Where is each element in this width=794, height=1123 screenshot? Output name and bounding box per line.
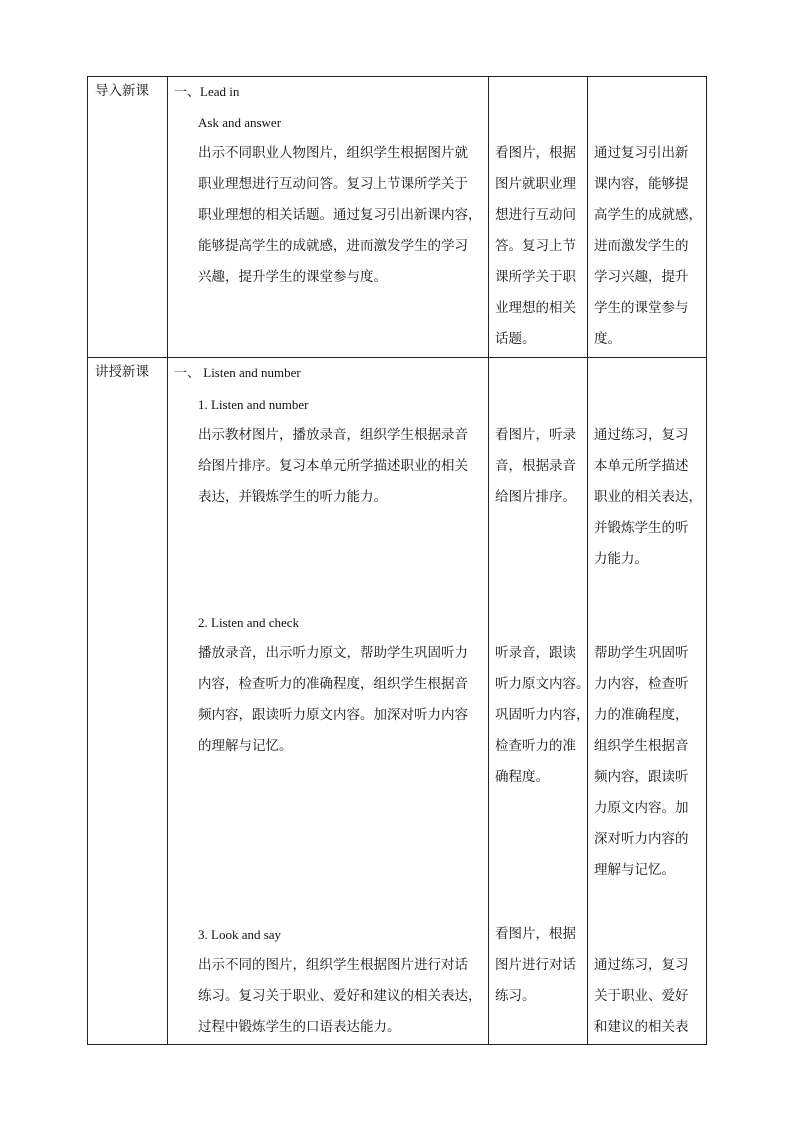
student-activity-line: 话题。: [495, 331, 536, 347]
design-purpose-line: 力的准确程度，: [594, 707, 689, 723]
design-purpose-line: 学生的课堂参与: [594, 300, 689, 316]
student-activity-line: 答。复习上节: [495, 238, 576, 254]
design-purpose-line: 通过练习，复习: [594, 957, 689, 973]
design-purpose-line: 职业的相关表达，: [594, 489, 702, 505]
teacher-activity-line: 内容，检查听力的准确程度，组织学生根据音: [198, 676, 468, 692]
step-heading: 一、 Listen and number: [174, 365, 301, 380]
design-purpose-line: 通过复习引出新: [594, 145, 689, 161]
activity-title: Ask and answer: [198, 115, 282, 130]
design-purpose-line: 和建议的相关表: [594, 1019, 689, 1035]
design-purpose-line: 理解与记忆。: [594, 862, 675, 878]
student-activity-line: 想进行互动问: [495, 207, 576, 223]
design-purpose-line: 高学生的成就感，: [594, 207, 702, 223]
step-heading: 一、Lead in: [174, 84, 240, 99]
table-right-border: [706, 76, 707, 1045]
student-activity-line: 看图片，听录: [495, 427, 576, 443]
stage-label: 导入新课: [95, 83, 149, 99]
teacher-activity-line: 频内容，跟读听力原文内容。加深对听力内容: [198, 707, 468, 723]
teacher-activity-line: 的理解与记忆。: [198, 738, 293, 754]
design-purpose-line: 关于职业、爱好: [594, 988, 689, 1004]
design-purpose-line: 力能力。: [594, 551, 648, 567]
design-purpose-line: 课内容，能够提: [594, 176, 689, 192]
student-activity-line: 听录音，跟读: [495, 645, 576, 661]
teacher-activity-line: 表达，并锻炼学生的听力能力。: [198, 489, 387, 505]
teacher-activity-line: 出示不同职业人物图片，组织学生根据图片就: [198, 145, 468, 161]
activity-title: 1. Listen and number: [198, 397, 309, 412]
column-divider: [488, 76, 489, 1045]
teacher-activity-line: 练习。复习关于职业、爱好和建议的相关表达，: [198, 988, 482, 1004]
design-purpose-line: 力原文内容。加: [594, 800, 689, 816]
activity-title: 3. Look and say: [198, 927, 282, 942]
student-activity-line: 图片进行对话: [495, 957, 576, 973]
design-purpose-line: 通过练习，复习: [594, 427, 689, 443]
design-purpose-line: 频内容，跟读听: [594, 769, 689, 785]
student-activity-line: 课所学关于职: [495, 269, 576, 285]
design-purpose-line: 组织学生根据音: [594, 738, 689, 754]
teacher-activity-line: 出示不同的图片，组织学生根据图片进行对话: [198, 957, 468, 973]
stage-label: 讲授新课: [95, 364, 149, 380]
student-activity-line: 确程度。: [495, 769, 549, 785]
design-purpose-line: 深对听力内容的: [594, 831, 689, 847]
design-purpose-line: 帮助学生巩固听: [594, 645, 689, 661]
teacher-activity-line: 兴趣，提升学生的课堂参与度。: [198, 269, 387, 285]
teacher-activity-line: 职业理想进行互动问答。复习上节课所学关于: [198, 176, 468, 192]
teacher-activity-line: 出示教材图片，播放录音，组织学生根据录音: [198, 427, 468, 443]
table-bottom-border: [87, 1044, 707, 1045]
student-activity-line: 巩固听力内容，: [495, 707, 590, 723]
student-activity-line: 听力原文内容。: [495, 676, 590, 692]
design-purpose-line: 力内容，检查听: [594, 676, 689, 692]
table-left-border: [87, 76, 88, 1045]
student-activity-line: 看图片，根据: [495, 145, 576, 161]
design-purpose-line: 度。: [594, 331, 621, 347]
teacher-activity-line: 过程中锻炼学生的口语表达能力。: [198, 1019, 401, 1035]
activity-title: 2. Listen and check: [198, 615, 300, 630]
design-purpose-line: 进而激发学生的: [594, 238, 689, 254]
student-activity-line: 业理想的相关: [495, 300, 576, 316]
teacher-activity-line: 给图片排序。复习本单元所学描述职业的相关: [198, 458, 468, 474]
teacher-activity-line: 能够提高学生的成就感，进而激发学生的学习: [198, 238, 468, 254]
student-activity-line: 看图片，根据: [495, 926, 576, 942]
student-activity-line: 给图片排序。: [495, 489, 576, 505]
student-activity-line: 音，根据录音: [495, 458, 576, 474]
teacher-activity-line: 播放录音，出示听力原文，帮助学生巩固听力: [198, 645, 468, 661]
student-activity-line: 练习。: [495, 988, 536, 1004]
design-purpose-line: 本单元所学描述: [594, 458, 689, 474]
design-purpose-line: 学习兴趣，提升: [594, 269, 689, 285]
design-purpose-line: 并锻炼学生的听: [594, 520, 689, 536]
student-activity-line: 检查听力的准: [495, 738, 576, 754]
student-activity-line: 图片就职业理: [495, 176, 576, 192]
teacher-activity-line: 职业理想的相关话题。通过复习引出新课内容，: [198, 207, 482, 223]
column-divider: [167, 76, 168, 1045]
column-divider: [587, 76, 588, 1045]
